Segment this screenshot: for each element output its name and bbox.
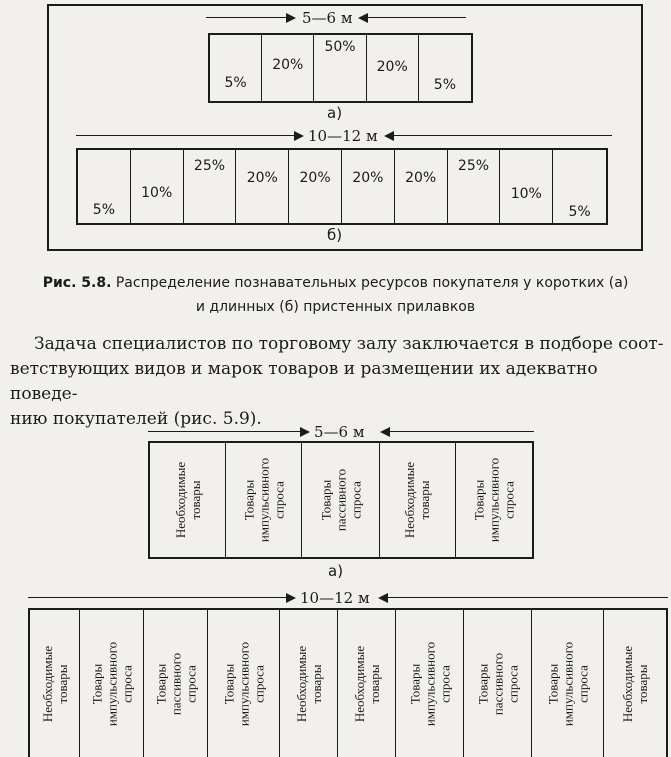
share-value: 25%	[457, 158, 490, 174]
goods-type: Товары пассивного спроса	[153, 652, 198, 715]
share-value: 10%	[141, 185, 173, 201]
counter-section	[236, 150, 289, 223]
counter-short-goods-row	[148, 441, 534, 559]
goods-type: Товары пассивного спроса	[475, 652, 520, 715]
dimension-label: 10—12 м	[308, 127, 378, 145]
goods-section	[80, 610, 144, 757]
dimension-arrow-10-12m	[76, 126, 612, 146]
goods-type: Необходимые товары	[293, 645, 324, 722]
figure-5-8-caption-line2	[0, 296, 671, 318]
share-value: 20%	[299, 170, 331, 186]
counter-section	[342, 150, 395, 223]
goods-section	[380, 443, 456, 557]
goods-type: Товары импульсивного спроса	[471, 457, 517, 543]
paragraph-line: нию покупателей (рис. 5.9).	[10, 409, 262, 429]
counter-section	[553, 150, 606, 223]
counter-section	[448, 150, 501, 223]
goods-section	[150, 443, 226, 557]
goods-type: Необходимые товары	[351, 645, 382, 722]
body-paragraph	[10, 332, 665, 432]
goods-section	[338, 610, 396, 757]
subfigure-label-a: а)	[328, 562, 344, 580]
caption-number: Рис. 5.8.	[42, 275, 112, 291]
counter-long-row	[76, 148, 608, 225]
dimension-label: 10—12 м	[300, 589, 370, 607]
counter-short-row	[208, 33, 473, 103]
counter-section	[262, 35, 314, 101]
share-value: 5%	[224, 75, 247, 91]
dimension-label: 5—6 м	[302, 9, 353, 27]
goods-section	[144, 610, 208, 757]
counter-section	[419, 35, 471, 101]
caption-text-line2: и длинных (б) пристенных прилавков	[195, 299, 476, 315]
dimension-arrow-10-12m	[28, 588, 668, 608]
counter-section	[78, 150, 131, 223]
goods-type: Товары пассивного спроса	[318, 468, 363, 532]
goods-section	[280, 610, 338, 757]
share-value: 20%	[272, 57, 304, 73]
goods-type: Необходимые товары	[172, 461, 203, 539]
counter-section	[395, 150, 448, 223]
goods-section	[464, 610, 532, 757]
share-value: 25%	[193, 158, 226, 174]
caption-text-line1: Распределение познавательных ресурсов покупателя у коротких (а)	[115, 275, 629, 291]
share-value: 5%	[568, 204, 591, 220]
goods-section	[226, 443, 302, 557]
goods-section	[302, 443, 379, 557]
subfigure-label-b: б)	[327, 226, 343, 244]
share-value: 20%	[352, 170, 384, 186]
counter-long-goods-row	[28, 608, 668, 757]
dimension-arrow-5-6m	[206, 8, 466, 28]
goods-type: Необходимые товары	[402, 461, 433, 539]
goods-section	[456, 443, 532, 557]
paragraph-line: Задача специалистов по торговому залу заключается в подборе соот-	[34, 334, 664, 354]
dimension-label: 5—6 м	[314, 423, 365, 441]
share-value: 20%	[405, 170, 437, 186]
counter-section	[184, 150, 237, 223]
counter-section	[289, 150, 342, 223]
goods-section	[30, 610, 80, 757]
goods-section	[532, 610, 604, 757]
share-value: 20%	[246, 170, 278, 186]
goods-type: Товары импульсивного спроса	[407, 641, 452, 726]
share-value: 50%	[324, 39, 356, 55]
goods-type: Товары импульсивного спроса	[545, 641, 590, 726]
figure-5-8-caption	[0, 272, 671, 294]
counter-section	[131, 150, 184, 223]
goods-section	[604, 610, 666, 757]
dimension-arrow-5-6m	[148, 422, 534, 442]
goods-section	[208, 610, 280, 757]
share-value: 5%	[92, 202, 115, 218]
paragraph-line: ветствующих видов и марок товаров и размещении их адекватно поведе-	[10, 359, 598, 404]
counter-section	[367, 35, 419, 101]
counter-section	[314, 35, 366, 101]
goods-type: Товары импульсивного спроса	[241, 457, 287, 543]
counter-section	[210, 35, 262, 101]
subfigure-label-a: а)	[327, 104, 343, 122]
goods-type: Товары импульсивного спроса	[221, 641, 266, 726]
share-value: 20%	[376, 59, 408, 75]
goods-type: Необходимые товары	[620, 645, 650, 722]
goods-type: Товары импульсивного спроса	[89, 641, 134, 726]
goods-section	[396, 610, 464, 757]
goods-type: Необходимые товары	[39, 645, 70, 722]
share-value: 10%	[510, 186, 542, 202]
share-value: 5%	[433, 77, 457, 93]
counter-section	[500, 150, 553, 223]
